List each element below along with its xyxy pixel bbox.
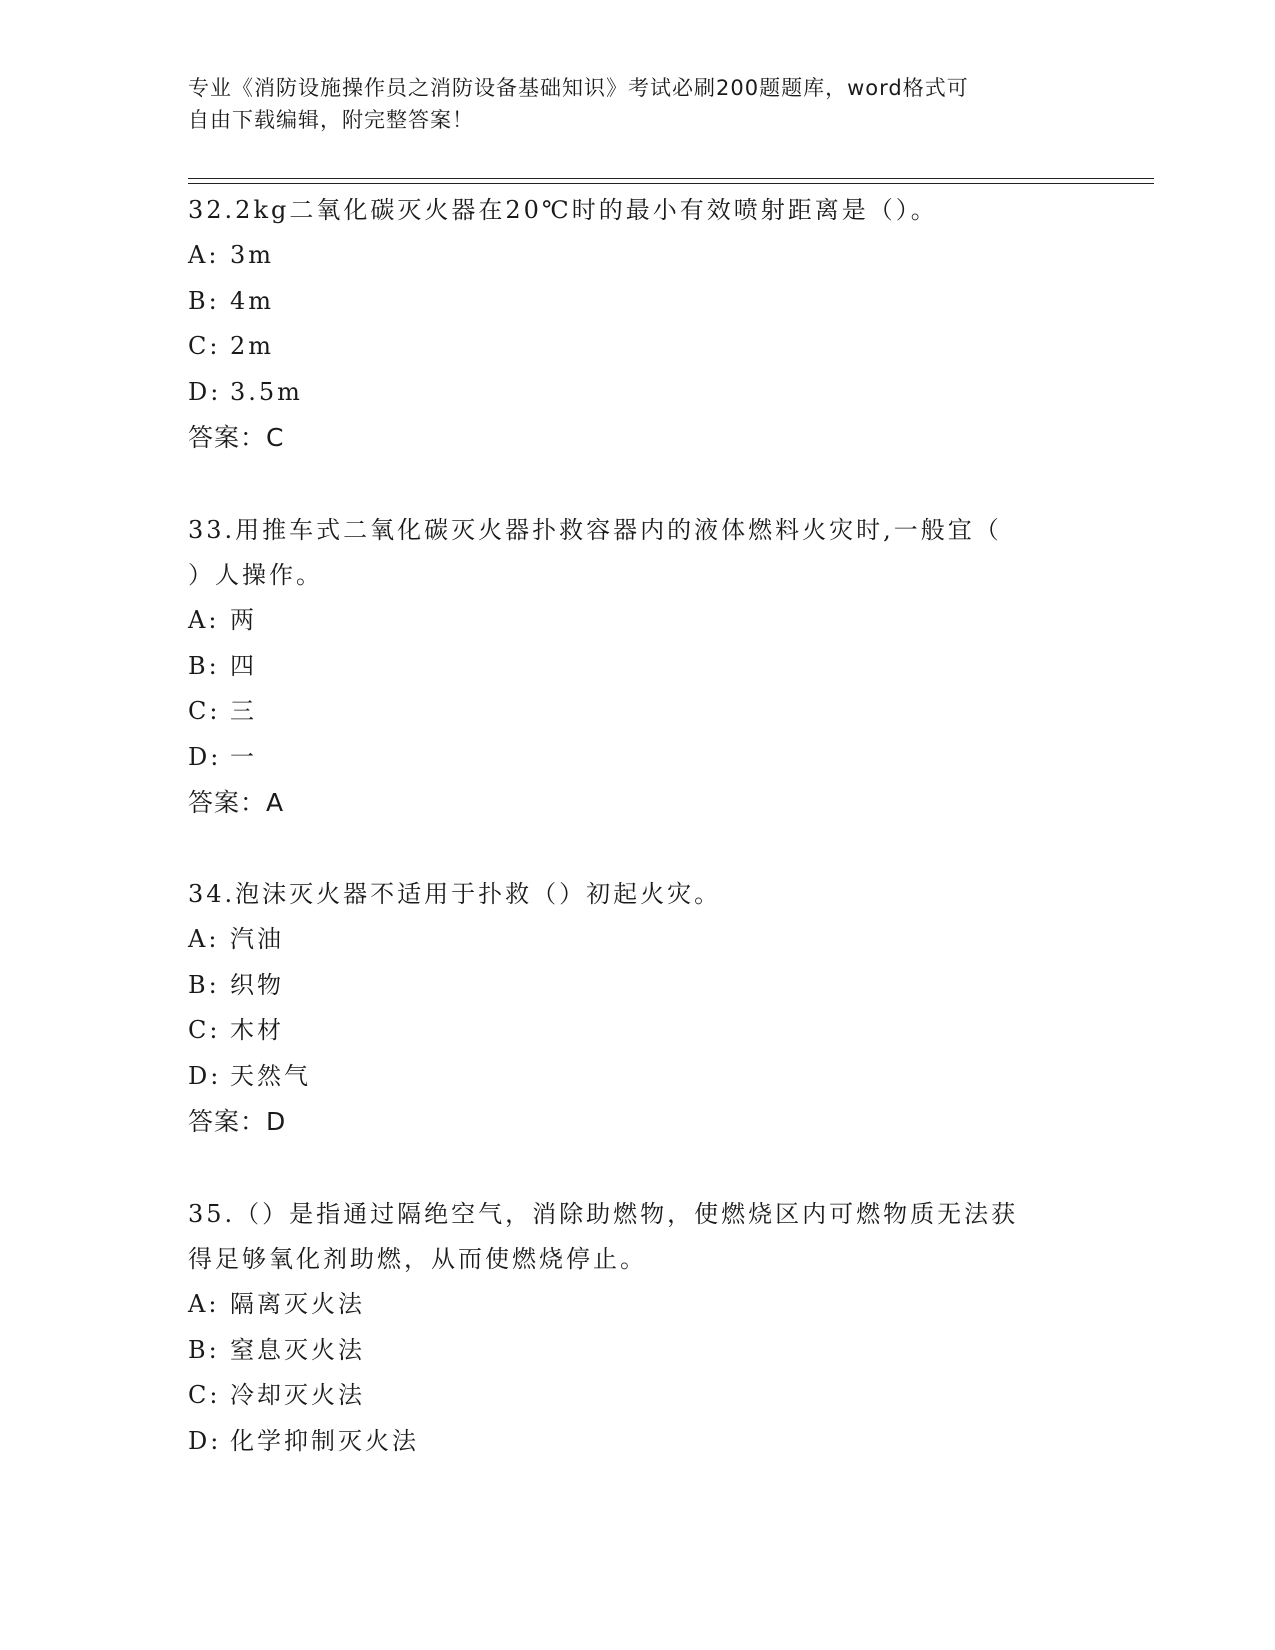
option-text: 木材 bbox=[230, 1016, 284, 1044]
option-text: 四 bbox=[230, 651, 257, 680]
option-letter: A: bbox=[188, 925, 220, 953]
question-stem: 34.泡沫灭火器不适用于扑救（）初起火灾。 bbox=[188, 880, 722, 908]
option-letter: D: bbox=[188, 1061, 222, 1090]
question-stem: 32.2kg二氧化碳灭火器在20℃时的最小有效喷射距离是（）。 bbox=[188, 196, 938, 224]
option-letter: B: bbox=[188, 1335, 220, 1364]
option-letter: C: bbox=[188, 697, 221, 725]
question-stem-line-2: ）人操作。 bbox=[188, 561, 323, 589]
option-c bbox=[188, 1373, 1088, 1419]
option-letter: A: bbox=[188, 241, 220, 269]
option-letter: B: bbox=[188, 651, 220, 680]
answer-label: 答案：C bbox=[188, 423, 285, 452]
option-text: 两 bbox=[230, 606, 257, 634]
option-b bbox=[188, 963, 1088, 1009]
option-text: 4m bbox=[230, 286, 275, 315]
option-c bbox=[188, 1008, 1088, 1054]
question-34 bbox=[188, 872, 1088, 1144]
option-letter: D: bbox=[188, 1426, 222, 1455]
option-a bbox=[188, 917, 1088, 963]
option-letter: A: bbox=[188, 606, 220, 634]
option-d bbox=[188, 370, 1088, 416]
option-text: 织物 bbox=[230, 970, 284, 999]
option-a bbox=[188, 598, 1088, 644]
option-a bbox=[188, 1282, 1088, 1328]
option-text: 一 bbox=[230, 742, 257, 771]
option-text: 隔离灭火法 bbox=[230, 1290, 365, 1318]
option-text: 2m bbox=[230, 332, 275, 360]
option-text: 窒息灭火法 bbox=[230, 1335, 365, 1364]
option-text: 冷却灭火法 bbox=[230, 1381, 365, 1409]
question-35 bbox=[188, 1192, 1088, 1464]
option-text: 化学抑制灭火法 bbox=[230, 1426, 419, 1455]
option-letter: B: bbox=[188, 286, 220, 315]
option-b bbox=[188, 279, 1088, 325]
option-letter: D: bbox=[188, 742, 222, 771]
header-divider-top bbox=[188, 178, 1154, 179]
question-33 bbox=[188, 508, 1088, 825]
answer-label: 答案：A bbox=[188, 788, 285, 817]
option-text: 天然气 bbox=[230, 1061, 311, 1090]
question-stem-line-1: 33.用推车式二氧化碳灭火器扑救容器内的液体燃料火灾时,一般宜（ bbox=[188, 516, 1002, 544]
option-d bbox=[188, 1419, 1088, 1465]
option-d bbox=[188, 735, 1088, 781]
header-line-1: 专业《消防设施操作员之消防设备基础知识》考试必刷200题题库，word格式可 bbox=[188, 76, 969, 100]
option-c bbox=[188, 324, 1088, 370]
answer-label: 答案：D bbox=[188, 1107, 287, 1136]
option-letter: D: bbox=[188, 377, 222, 406]
option-b bbox=[188, 644, 1088, 690]
document-header bbox=[188, 72, 1068, 136]
option-letter: C: bbox=[188, 332, 221, 360]
option-letter: C: bbox=[188, 1016, 221, 1044]
option-text: 汽油 bbox=[230, 925, 284, 953]
option-a bbox=[188, 233, 1088, 279]
option-d bbox=[188, 1054, 1088, 1100]
header-line-2: 自由下载编辑，附完整答案！ bbox=[188, 108, 474, 132]
question-stem-line-1: 35.（）是指通过隔绝空气，消除助燃物，使燃烧区内可燃物质无法获 bbox=[188, 1200, 1019, 1228]
header-divider-bottom bbox=[188, 183, 1154, 184]
question-stem-line-2: 得足够氧化剂助燃，从而使燃烧停止。 bbox=[188, 1245, 647, 1273]
option-text: 3m bbox=[230, 241, 275, 269]
option-letter: A: bbox=[188, 1290, 220, 1318]
option-letter: B: bbox=[188, 970, 220, 999]
question-32 bbox=[188, 188, 1088, 460]
option-letter: C: bbox=[188, 1381, 221, 1409]
option-text: 3.5m bbox=[230, 377, 303, 406]
option-b bbox=[188, 1328, 1088, 1374]
option-text: 三 bbox=[230, 697, 257, 725]
option-c bbox=[188, 689, 1088, 735]
